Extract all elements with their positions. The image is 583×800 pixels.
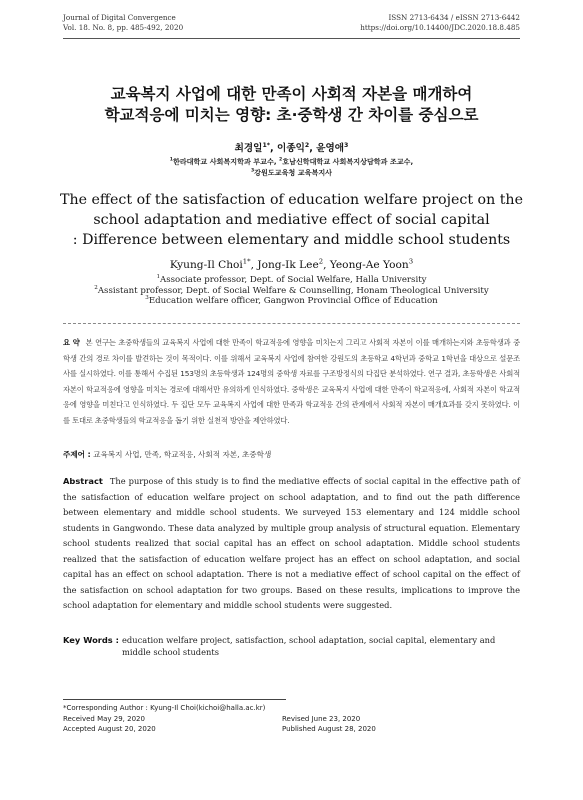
author-mark: 3 bbox=[408, 257, 414, 266]
english-author-name: Jong-Ik Lee bbox=[257, 259, 319, 271]
author-mark: 1* bbox=[262, 141, 271, 149]
korean-author-name: 이종익 bbox=[277, 143, 305, 154]
english-affiliation-text: Associate professor, Dept. of Social Welfare, Halla University bbox=[160, 275, 427, 285]
header-divider bbox=[63, 38, 520, 39]
english-abstract bbox=[63, 474, 520, 614]
accepted-date: Accepted August 20, 2020 bbox=[63, 725, 156, 733]
english-affiliation bbox=[40, 296, 543, 307]
english-keywords-text: education welfare project, satisfaction, school adaptation, social capital, elementary and middle school students bbox=[122, 635, 496, 657]
abstract-divider bbox=[63, 323, 520, 324]
author-mark: 3 bbox=[344, 141, 349, 149]
korean-abstract-label: 요 약 bbox=[63, 338, 80, 347]
published-date: Published August 28, 2020 bbox=[282, 725, 376, 733]
korean-affiliation-text: 강원도교육청 교육복지사 bbox=[254, 168, 333, 177]
korean-title-line-2: 학교적응에 미치는 영향: 초·중학생 간 차이를 중심으로 bbox=[104, 106, 479, 124]
korean-keywords bbox=[63, 449, 520, 460]
author-mark: 1* bbox=[242, 257, 251, 266]
english-keywords-label: Key Words : bbox=[63, 635, 119, 645]
korean-keywords-text: 교육복지 사업, 만족, 학교적응, 사회적 자본, 초중학생 bbox=[93, 450, 272, 459]
english-affiliation bbox=[40, 275, 543, 286]
english-affiliations bbox=[40, 275, 543, 307]
korean-title-line-1: 교육복지 사업에 대한 만족이 사회적 자본을 매개하여 bbox=[110, 85, 473, 103]
revised-date: Revised June 23, 2020 bbox=[282, 714, 361, 723]
english-title bbox=[40, 190, 543, 250]
korean-affiliation-text: 한라대학교 사회복지학과 부교수, bbox=[172, 157, 277, 166]
english-author-name: Yeong-Ae Yoon bbox=[329, 259, 409, 271]
author-mark: 2 bbox=[304, 141, 310, 149]
english-keywords bbox=[63, 634, 520, 658]
english-authors: Kyung-Il Choi$^{1*}$, Jong-Ik Lee$^2$, Yeong-Ae Yoon$^3$ bbox=[169, 257, 414, 271]
english-affiliation-text: Assistant professor, Dept. of Social Welfare & Counselling, Honam Theological University bbox=[97, 285, 489, 296]
english-affiliation bbox=[40, 286, 543, 297]
korean-authors: 최경일$^{1*}$, 이종익$^2$, 윤영애$^3$ bbox=[234, 141, 349, 154]
korean-affiliations bbox=[40, 156, 543, 178]
affil-mark: 1 bbox=[169, 157, 173, 163]
english-author-name: Kyung-Il Choi bbox=[169, 259, 243, 271]
received-date: Received May 29, 2020 bbox=[63, 714, 145, 723]
issn: ISSN 2713-6434 / eISSN 2713-6442 bbox=[388, 13, 520, 22]
english-abstract-label: Abstract bbox=[63, 476, 103, 486]
corresponding-author: *Corresponding Author : Kyung-Il Choi(kichoi@halla.ac.kr) bbox=[63, 704, 266, 712]
journal-volume: Vol. 18. No. 8, pp. 485-492, 2020 bbox=[63, 22, 184, 32]
doi-link[interactable]: https://doi.org/10.14400/JDC.2020.18.8.485 bbox=[360, 22, 520, 32]
korean-affiliation-text: 호남신학대학교 사회복지상담학과 조교수, bbox=[282, 157, 414, 166]
affil-mark: 3 bbox=[250, 168, 255, 174]
korean-title bbox=[40, 84, 543, 126]
english-abstract-text: The purpose of this study is to find the mediative effects of social capital in the effective path of the satisfaction of education welfare project on school adaptation, and to find out the path difference between elementary and middle school students. We surveyed 153 elementary and 124 middle school students in Gangwondo. These data analyzed by multiple group analysis of structural equation. Elementary school students realized that social capital has an effect on school adaptation. Middle school students realized that the satisfaction of education welfare project has an effect on school adaptation, and social capital has an effect on school adaptation. There is not a mediative effect of school capital on the effect of the satisfaction on school adaptation for two groups. Based on these results, implications to improve the school adaptation for elementary and middle school students were suggested. bbox=[63, 476, 520, 610]
korean-affiliation-line-2 bbox=[40, 167, 543, 178]
english-title-line-3: : Difference between elementary and middle school students bbox=[72, 232, 511, 248]
korean-author-name: 윤영애 bbox=[316, 143, 345, 154]
footnote bbox=[63, 703, 520, 735]
journal-name: Journal of Digital Convergence bbox=[63, 13, 176, 22]
korean-author-name: 최경일 bbox=[234, 143, 263, 154]
journal-ids bbox=[360, 13, 520, 32]
affil-mark: 2 bbox=[279, 157, 283, 163]
korean-abstract-text: 본 연구는 초중학생들의 교육복지 사업에 대한 만족이 학교적응에 영향을 미치는지 그리고 사회적 자본이 이를 매개하는지와 초등학생과 중학생 간의 경로 차이를 발견하는 것이 목적이다. 이를 위해서 교육복지 사업에 참여한 강원도의 초등학교 4학년과 중학교 1학년을 대상으로 설문조사를 실시하였다. 이를 통해서 수집된 153명의 초등학생과 124명의 중학생 자료를 구조방정식의 다집단 분석하였다. 연구 결과, 초등학생은 사회적 자본이 학교적응에 영향을 미치는 경로에 대해서만 유의하게 인식하였다. 중학생은 교육복지 사업에 대한 만족이 학교적응에, 사회적 자본이 학교적응에 영향을 미친다고 인식하였다. 두 집단 모두 교육복지 사업에 대한 만족과 학교적응 간의 관계에서 사회적 자본이 매개효과를 갖지 못하였다. 이를 토대로 초중학생들의 학교적응을 돕기 위한 실천적 방안을 제안하였다. bbox=[63, 338, 520, 425]
english-affiliation-text: Education welfare officer, Gangwon Provincial Office of Education bbox=[148, 296, 438, 307]
affil-mark: 3 bbox=[145, 295, 149, 302]
english-title-line-1: The effect of the satisfaction of education welfare project on the bbox=[60, 192, 523, 208]
affil-mark: 1 bbox=[156, 274, 161, 281]
affil-mark: 2 bbox=[94, 284, 98, 291]
author-mark: 2 bbox=[318, 257, 324, 266]
english-title-line-2: school adaptation and mediative effect of social capital bbox=[93, 212, 490, 228]
footnote-divider bbox=[63, 699, 286, 700]
korean-abstract bbox=[63, 335, 520, 428]
journal-info bbox=[63, 13, 183, 32]
korean-affiliation-line-1 bbox=[40, 156, 543, 167]
korean-keywords-label: 주제어 : bbox=[63, 450, 91, 459]
